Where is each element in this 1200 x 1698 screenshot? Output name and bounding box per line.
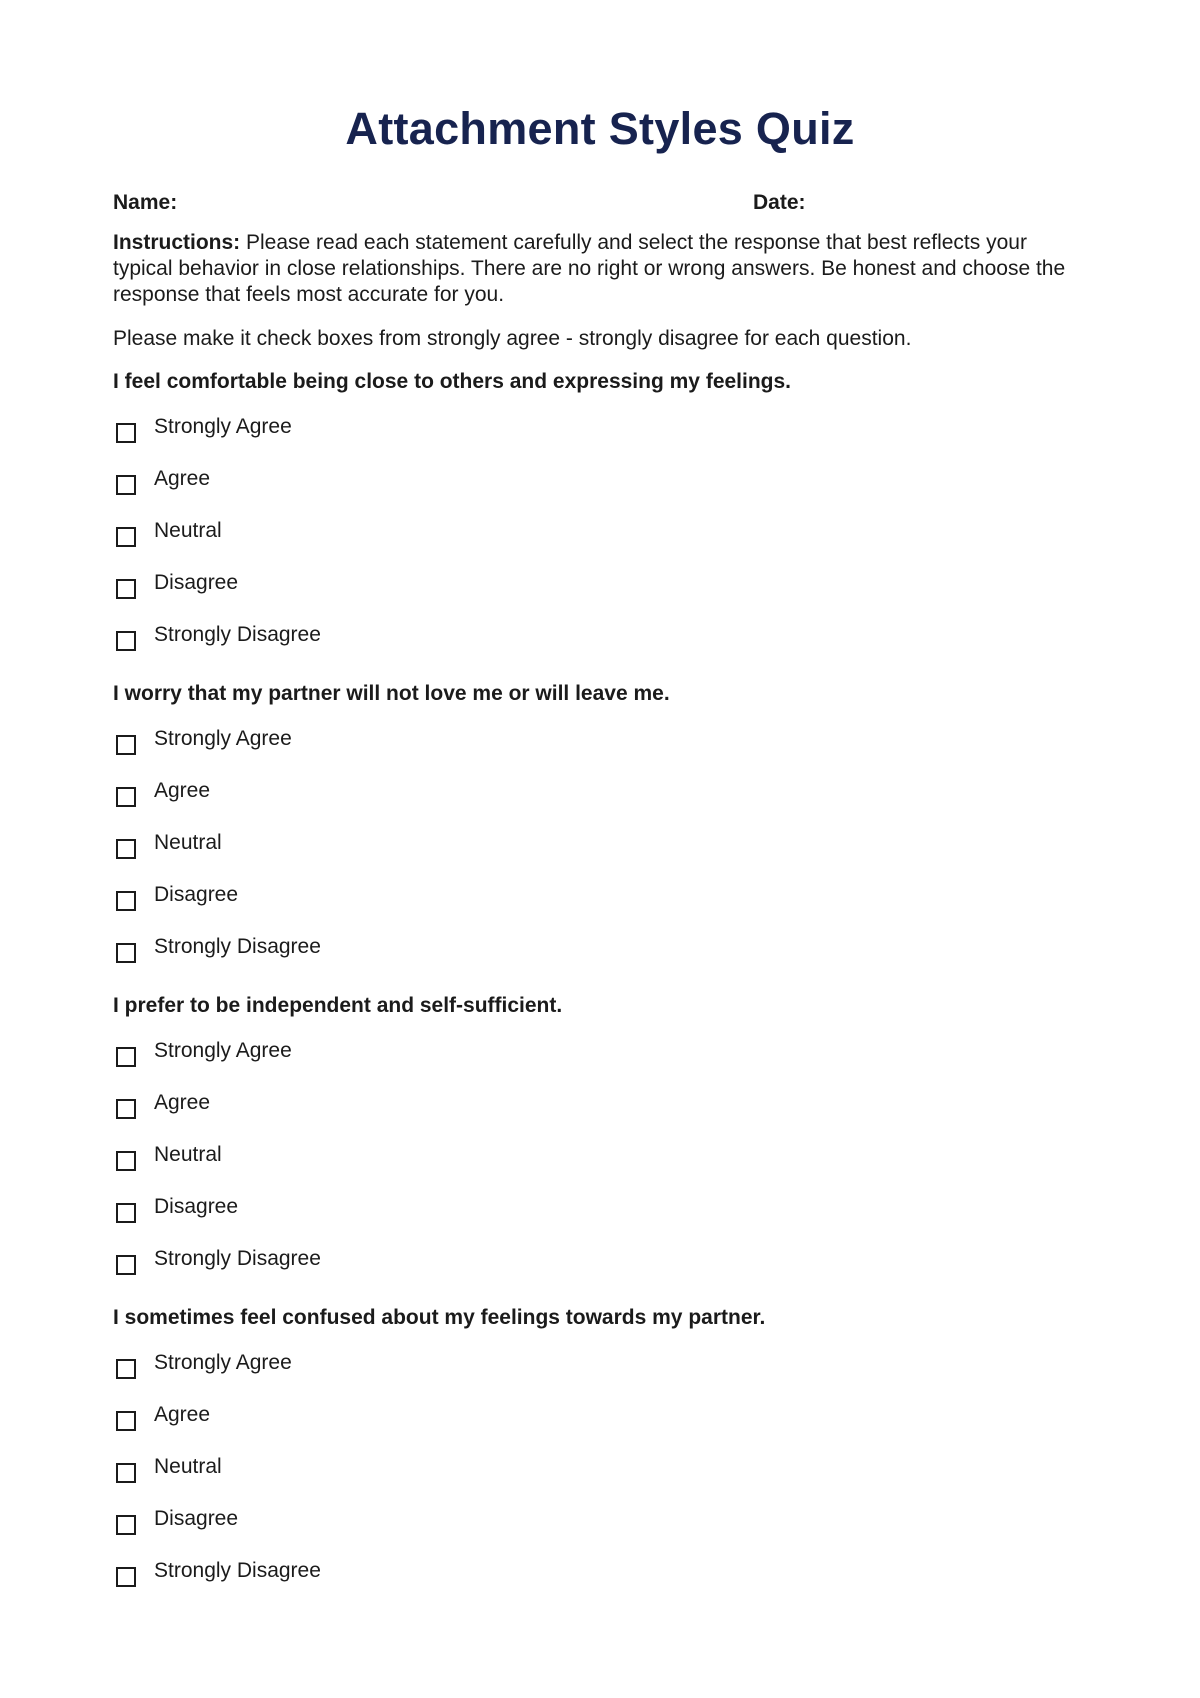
option-label: Strongly Agree <box>154 1039 292 1062</box>
option-label: Disagree <box>154 1507 239 1530</box>
option-label: Strongly Agree <box>154 415 292 438</box>
option-agree[interactable] <box>113 456 1087 508</box>
question-2 <box>113 681 1087 976</box>
checkbox-icon[interactable] <box>116 1515 136 1535</box>
checkbox-icon[interactable] <box>116 943 136 963</box>
option-agree[interactable] <box>113 1080 1087 1132</box>
instructions <box>113 230 1087 308</box>
option-strongly-disagree[interactable] <box>113 924 1087 976</box>
name-label: Name: <box>113 191 178 214</box>
option-label: Strongly Agree <box>154 727 292 750</box>
option-neutral[interactable] <box>113 1444 1087 1496</box>
option-strongly-agree[interactable] <box>113 1340 1087 1392</box>
question-1 <box>113 369 1087 664</box>
question-text: I worry that my partner will not love me or will leave me. <box>113 682 670 705</box>
option-label: Neutral <box>154 1455 222 1478</box>
checkbox-icon[interactable] <box>116 1411 136 1431</box>
checkbox-icon[interactable] <box>116 1151 136 1171</box>
option-neutral[interactable] <box>113 508 1087 560</box>
checkbox-icon[interactable] <box>116 891 136 911</box>
option-disagree[interactable] <box>113 1184 1087 1236</box>
option-label: Agree <box>154 1403 211 1426</box>
option-neutral[interactable] <box>113 1132 1087 1184</box>
checkbox-icon[interactable] <box>116 839 136 859</box>
checkbox-icon[interactable] <box>116 1359 136 1379</box>
checkbox-icon[interactable] <box>116 1047 136 1067</box>
option-label: Strongly Agree <box>154 1351 292 1374</box>
checkbox-icon[interactable] <box>116 1203 136 1223</box>
option-strongly-agree[interactable] <box>113 1028 1087 1080</box>
option-disagree[interactable] <box>113 560 1087 612</box>
option-disagree[interactable] <box>113 1496 1087 1548</box>
option-label: Strongly Disagree <box>154 1559 321 1582</box>
checkbox-note: Please make it check boxes from strongly agree - strongly disagree for each question. <box>113 327 912 350</box>
checkbox-icon[interactable] <box>116 1099 136 1119</box>
question-text: I feel comfortable being close to others and expressing my feelings. <box>113 370 792 393</box>
checkbox-icon[interactable] <box>116 1567 136 1587</box>
instructions-lead: Instructions: <box>113 231 241 254</box>
question-text: I sometimes feel confused about my feelings towards my partner. <box>113 1306 766 1329</box>
option-label: Disagree <box>154 571 239 594</box>
question-text: I prefer to be independent and self-sufficient. <box>113 994 563 1017</box>
option-label: Agree <box>154 1091 211 1114</box>
option-label: Disagree <box>154 1195 239 1218</box>
option-agree[interactable] <box>113 768 1087 820</box>
name-date-row <box>113 188 1087 218</box>
option-strongly-agree[interactable] <box>113 404 1087 456</box>
option-strongly-agree[interactable] <box>113 716 1087 768</box>
option-agree[interactable] <box>113 1392 1087 1444</box>
checkbox-icon[interactable] <box>116 527 136 547</box>
option-disagree[interactable] <box>113 872 1087 924</box>
date-label: Date: <box>753 191 806 214</box>
checkbox-icon[interactable] <box>116 787 136 807</box>
page-title: Attachment Styles Quiz <box>345 103 855 154</box>
instructions-text: Please read each statement carefully and select the response that best reflects your typical behavior in close relationships. There are no right or wrong answers. Be honest and choose the response that feels most accurate for you. <box>113 231 1066 306</box>
option-label: Strongly Disagree <box>154 935 321 958</box>
option-label: Neutral <box>154 831 222 854</box>
checkbox-icon[interactable] <box>116 423 136 443</box>
checkbox-icon[interactable] <box>116 579 136 599</box>
option-strongly-disagree[interactable] <box>113 1548 1087 1600</box>
option-strongly-disagree[interactable] <box>113 1236 1087 1288</box>
checkbox-icon[interactable] <box>116 475 136 495</box>
option-label: Disagree <box>154 883 239 906</box>
option-label: Strongly Disagree <box>154 1247 321 1270</box>
checkbox-icon[interactable] <box>116 631 136 651</box>
option-label: Neutral <box>154 519 222 542</box>
checkbox-icon[interactable] <box>116 1255 136 1275</box>
question-4 <box>113 1305 1087 1600</box>
option-strongly-disagree[interactable] <box>113 612 1087 664</box>
option-label: Strongly Disagree <box>154 623 321 646</box>
question-3 <box>113 993 1087 1288</box>
option-label: Neutral <box>154 1143 222 1166</box>
checkbox-icon[interactable] <box>116 735 136 755</box>
option-label: Agree <box>154 467 211 490</box>
checkbox-icon[interactable] <box>116 1463 136 1483</box>
option-neutral[interactable] <box>113 820 1087 872</box>
option-label: Agree <box>154 779 211 802</box>
